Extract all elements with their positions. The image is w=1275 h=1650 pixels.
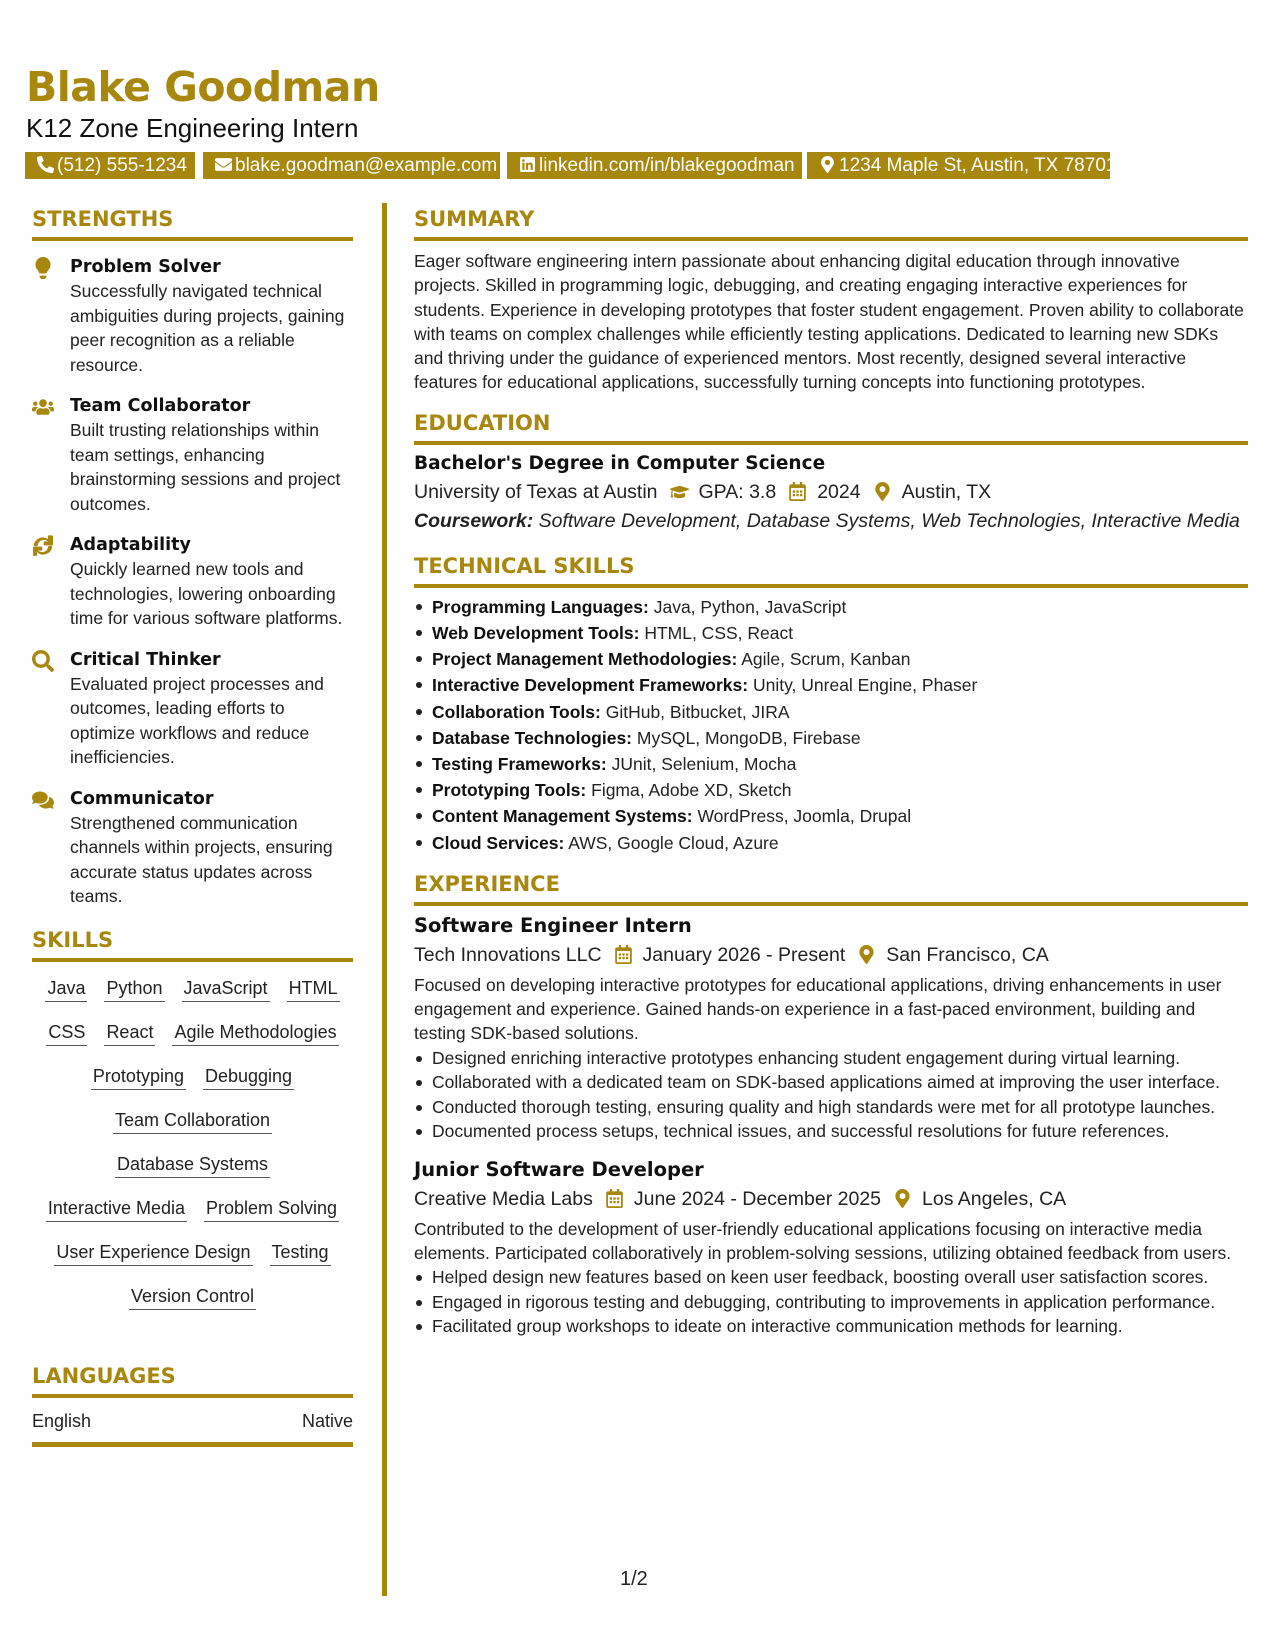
strength-item <box>32 648 353 770</box>
candidate-name: Blake Goodman <box>26 63 380 111</box>
company-name: Creative Media Labs <box>414 1187 593 1210</box>
contact-linkedin[interactable] <box>507 152 802 179</box>
strength-item <box>32 394 353 516</box>
job-title: Junior Software Developer <box>414 1157 704 1181</box>
list-item <box>414 777 1248 803</box>
skill-tag: Python <box>104 975 164 1002</box>
tech-label: Interactive Development Frameworks: <box>432 675 749 696</box>
skill-tag: Java <box>45 975 87 1002</box>
list-item <box>414 803 1248 829</box>
language-name: English <box>32 1410 92 1431</box>
linkedin-text: linkedin.com/in/blakegoodman <box>539 155 795 176</box>
list-item <box>414 594 1248 620</box>
skill-tag: Team Collaboration <box>113 1107 272 1134</box>
strength-title: Critical Thinker <box>70 649 221 670</box>
tech-value: HTML, CSS, React <box>644 622 794 643</box>
language-level: Native <box>301 1410 353 1431</box>
phone-icon <box>37 156 54 173</box>
tech-value: Java, Python, JavaScript <box>653 596 847 617</box>
strength-desc: Built trusting relationships within team settings, enhancing brainstorming sessions and project outcomes. <box>70 420 341 514</box>
skill-tag: Database Systems <box>115 1151 270 1178</box>
job-summary: Contributed to the development of user-friendly educational applications focusing on interactive media elements. Participated collaboratively in problem-solving sessions, utilizing obtained feedback from users. <box>414 1218 1232 1263</box>
tech-value: JUnit, Selenium, Mocha <box>611 754 797 774</box>
tech-value: WordPress, Joomla, Drupal <box>697 806 912 827</box>
education-meta <box>414 477 1248 507</box>
skill-tag: Debugging <box>203 1063 294 1090</box>
list-item: Facilitated group workshops to ideate on interactive communication methods for learning. <box>414 1314 1248 1339</box>
contact-address[interactable] <box>807 152 1117 179</box>
tech-label: Prototyping Tools: <box>432 780 587 801</box>
list-item <box>414 725 1248 751</box>
job-meta <box>414 1184 1248 1214</box>
strengths-heading: STRENGTHS <box>32 205 353 241</box>
list-item <box>414 830 1248 856</box>
graduation-year: 2024 <box>817 480 861 503</box>
summary-heading: SUMMARY <box>414 205 1248 241</box>
map-marker-icon <box>819 156 836 173</box>
email-text: blake.goodman@example.com <box>235 155 498 176</box>
comments-icon <box>32 789 54 811</box>
job-entry <box>414 912 1248 1144</box>
strength-title: Adaptability <box>70 535 191 555</box>
job-title: Software Engineer Intern <box>414 913 692 937</box>
tech-value: AWS, Google Cloud, Azure <box>568 832 779 853</box>
skills-heading: SKILLS <box>32 926 353 962</box>
school-name: University of Texas at Austin <box>414 480 658 503</box>
job-dates: June 2024 - December 2025 <box>633 1187 882 1210</box>
skill-tag: HTML <box>287 975 340 1002</box>
job-bullets <box>414 1046 1248 1144</box>
list-item: Collaborated with a dedicated team on SDK-based applications aimed at improving the user interface. <box>414 1070 1248 1095</box>
job-location: Los Angeles, CA <box>922 1187 1067 1210</box>
skill-tag: JavaScript <box>182 975 270 1002</box>
tech-value: Agile, Scrum, Kanban <box>741 649 911 670</box>
tech-label: Collaboration Tools: <box>432 701 601 722</box>
coursework <box>414 509 1248 534</box>
strength-desc: Quickly learned new tools and technologies, lowering onboarding time for various software platforms. <box>70 559 343 628</box>
tech-label: Database Technologies: <box>432 727 633 748</box>
contact-email[interactable] <box>203 152 500 179</box>
degree-title: Bachelor's Degree in Computer Science <box>414 452 826 474</box>
users-icon <box>32 396 54 418</box>
graduation-cap-icon <box>670 482 689 501</box>
contact-phone[interactable] <box>25 152 195 179</box>
column-divider <box>382 203 387 1596</box>
page-number: 1/2 <box>620 1568 648 1590</box>
list-item: Helped design new features based on keen user feedback, boosting overall user satisfaction scores. <box>414 1265 1248 1290</box>
skill-tag: Version Control <box>129 1283 256 1310</box>
tech-value: GitHub, Bitbucket, JIRA <box>605 701 790 722</box>
strength-desc: Strengthened communication channels within projects, ensuring accurate status updates across teams. <box>70 812 333 906</box>
map-marker-icon <box>873 482 892 501</box>
technical-skills-list <box>414 594 1248 856</box>
list-item: Engaged in rigorous testing and debugging, contributing to improvements in application performance. <box>414 1290 1248 1315</box>
education-heading: EDUCATION <box>414 409 1248 445</box>
job-dates: January 2026 - Present <box>642 943 846 966</box>
search-icon <box>32 650 54 672</box>
list-item: Documented process setups, technical issues, and successful resolutions for future references. <box>414 1119 1248 1144</box>
strength-item <box>32 787 353 909</box>
company-name: Tech Innovations LLC <box>414 943 602 966</box>
technical-skills-heading: TECHNICAL SKILLS <box>414 552 1248 588</box>
resume-header <box>26 62 1246 176</box>
skill-tag: Prototyping <box>91 1063 186 1090</box>
tech-label: Testing Frameworks: <box>432 754 607 774</box>
skill-tag: Interactive Media <box>46 1195 187 1222</box>
coursework-label: Coursework: <box>414 509 534 532</box>
list-item <box>414 699 1248 725</box>
calendar-icon <box>614 945 633 964</box>
right-column <box>414 205 1248 1339</box>
map-marker-icon <box>857 945 876 964</box>
summary-text: Eager software engineering intern passionate about enhancing digital education through innovative projects. Skilled in programming logic, debugging, and creating engaging interactive experiences for students. Experience in developing prototypes that foster student engagement. Proven ability to collaborate with teams on complex challenges while efficiently testing applications. Dedicated to learning new SDKs and thriving under the guidance of experienced mentors. Most recently, designed several interactive features for educational applications, successfully turning concepts into functioning prototypes. <box>414 251 1244 393</box>
strength-title: Problem Solver <box>70 257 221 277</box>
job-summary: Focused on developing interactive prototypes for educational applications, driving enhancements in user engagement and experience. Gained hands-on experience in a fast-paced environment, building and testing SDK-based solutions. <box>414 974 1222 1044</box>
tech-label: Web Development Tools: <box>432 622 640 643</box>
list-item <box>414 620 1248 646</box>
skill-tag: Agile Methodologies <box>172 1019 338 1046</box>
strength-title: Team Collaborator <box>70 396 251 416</box>
calendar-icon <box>605 1189 624 1208</box>
skill-tag: Testing <box>270 1239 331 1266</box>
tech-label: Cloud Services: <box>432 832 565 853</box>
phone-text: (512) 555-1234 <box>57 155 187 176</box>
envelope-icon <box>215 156 232 173</box>
skill-tag: CSS <box>46 1019 87 1046</box>
linkedin-icon <box>519 156 536 173</box>
candidate-subtitle: K12 Zone Engineering Intern <box>26 113 359 143</box>
job-bullets <box>414 1265 1248 1339</box>
job-entry <box>414 1156 1248 1339</box>
gpa-text: GPA: 3.8 <box>698 480 777 503</box>
strength-item <box>32 255 353 377</box>
education-location: Austin, TX <box>901 480 992 503</box>
list-item: Designed enriching interactive prototypes enhancing student engagement during virtual learning. <box>414 1046 1248 1071</box>
skill-tag: User Experience Design <box>54 1239 252 1266</box>
strengths-list <box>32 255 353 909</box>
job-location: San Francisco, CA <box>886 943 1049 966</box>
calendar-icon <box>788 482 807 501</box>
list-item <box>414 751 1248 777</box>
address-text: 1234 Maple St, Austin, TX 78701 <box>839 155 1117 176</box>
tech-label: Programming Languages: <box>432 596 649 617</box>
strength-desc: Evaluated project processes and outcomes, leading efforts to optimize workflows and reduce inefficiencies. <box>70 673 324 767</box>
skills-list <box>32 968 353 1320</box>
languages-heading: LANGUAGES <box>32 1362 353 1398</box>
tech-label: Project Management Methodologies: <box>432 649 738 670</box>
language-row <box>32 1398 353 1447</box>
experience-heading: EXPERIENCE <box>414 870 1248 906</box>
skill-tag: React <box>104 1019 155 1046</box>
tech-value: Unity, Unreal Engine, Phaser <box>752 675 978 696</box>
left-column <box>32 205 353 1447</box>
list-item <box>414 646 1248 672</box>
strength-desc: Successfully navigated technical ambiguities during projects, gaining peer recognition as a reliable resource. <box>70 281 345 375</box>
map-marker-icon <box>893 1189 912 1208</box>
sync-icon <box>32 535 54 557</box>
strength-title: Communicator <box>70 788 214 809</box>
lightbulb-icon <box>32 257 54 279</box>
list-item: Conducted thorough testing, ensuring quality and high standards were met for all prototype launches. <box>414 1095 1248 1120</box>
job-meta <box>414 940 1248 970</box>
tech-value: MySQL, MongoDB, Firebase <box>636 727 861 748</box>
strength-item <box>32 533 353 631</box>
tech-label: Content Management Systems: <box>432 806 693 827</box>
coursework-text: Software Development, Database Systems, Web Technologies, Interactive Media <box>538 509 1240 532</box>
list-item <box>414 672 1248 698</box>
skill-tag: Problem Solving <box>204 1195 339 1222</box>
tech-value: Figma, Adobe XD, Sketch <box>591 780 792 801</box>
